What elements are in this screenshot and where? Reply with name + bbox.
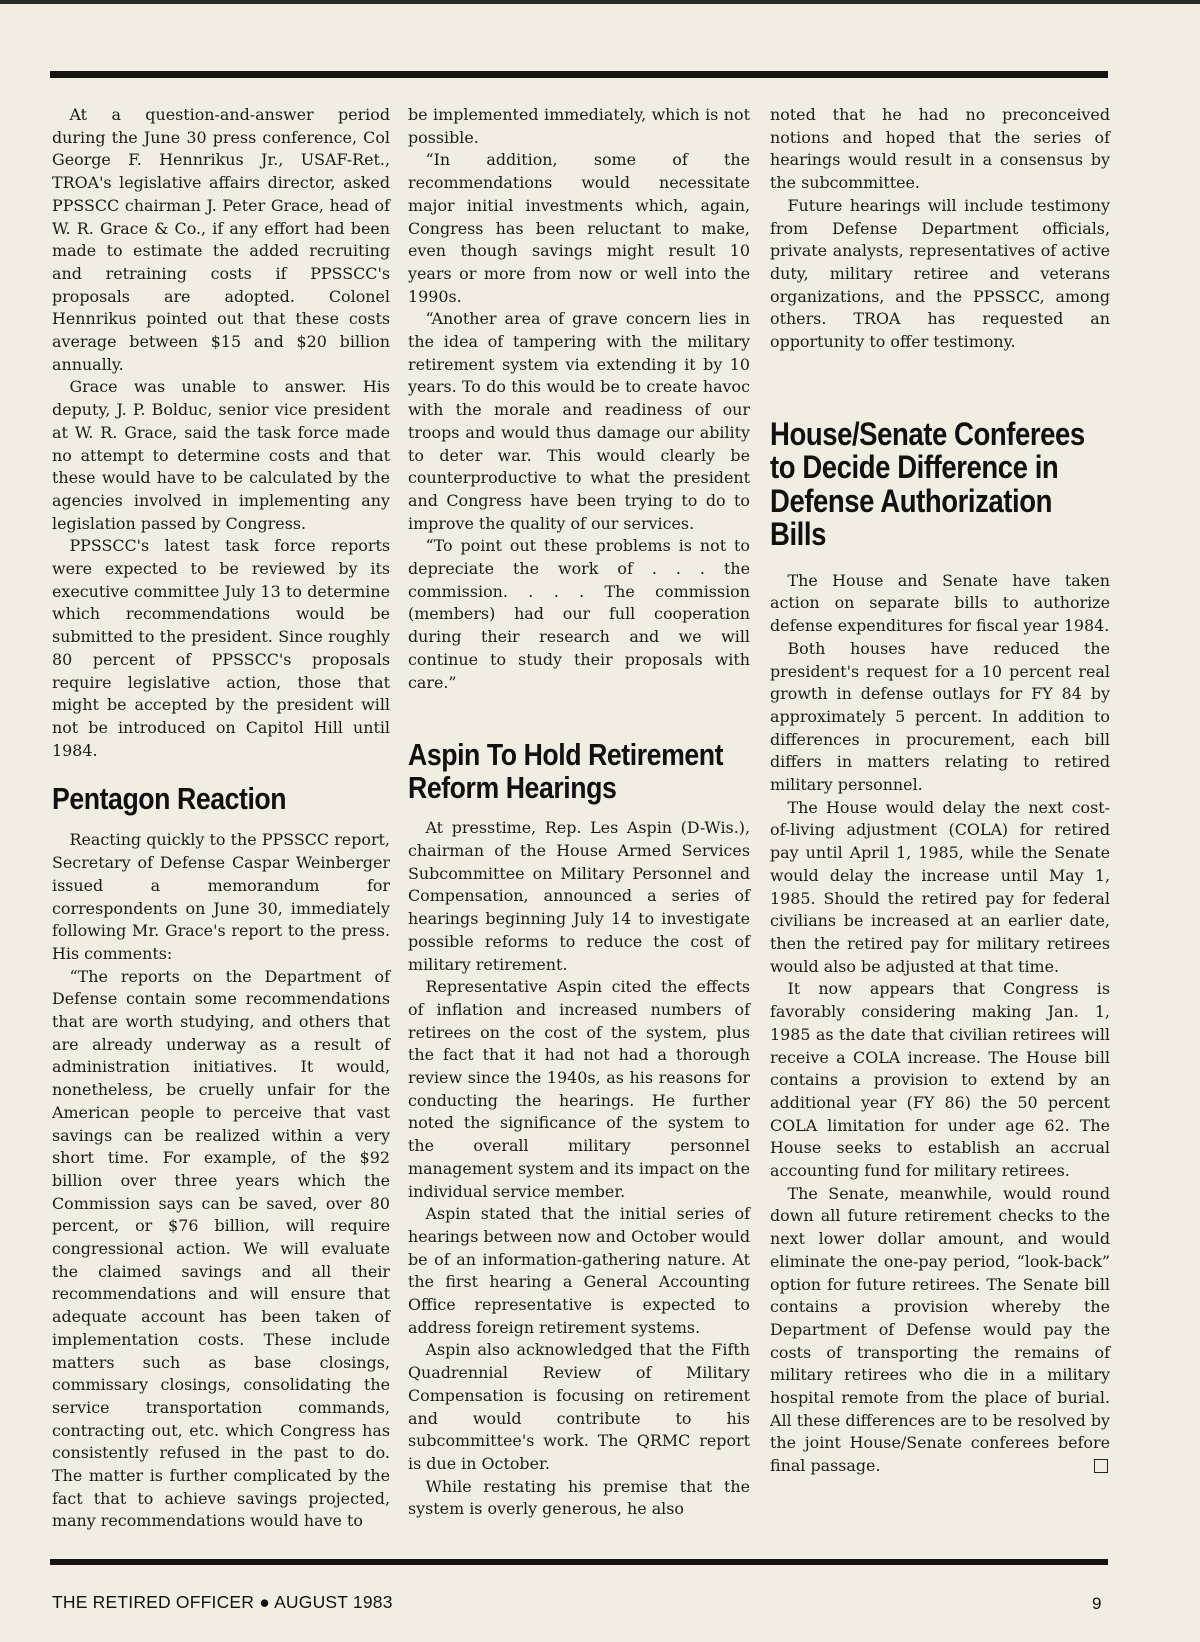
paragraph: Aspin stated that the initial series of hearings between now and October would be of an information-gathering nature. At the first hearing a General Accounting Office representative is expected to address foreign retirement systems. [408,1204,750,1337]
heading-pentagon-reaction: Pentagon Reaction [52,781,287,817]
paragraph-text: The Senate, meanwhile, would round down all future retirement checks to the next lower dollar amount, and would eliminate the one-pay period, “look-back” option for future retirees. The Senate bill contains a provision whereby the Department of Defense would pay the costs of transporting the remains of military retirees who die in a military hospital remote from the place of burial. All these differences are to be resolved by the joint House/Senate conferees before final passage. [770,1183,1110,1476]
paragraph: “In addition, some of the recommendations would necessitate major initial investments which, again, Congress has been reluctant to make, even though savings might result 10 years or more from now or well into the 1990s. [408,150,750,306]
paragraph: At presstime, Rep. Les Aspin (D-Wis.), chairman of the House Armed Services Subcommittee on Military Personnel and Compensation, announced a series of hearings beginning July 14 to investigate possible reforms to reduce the cost of military retirement. [408,818,750,974]
paragraph: be implemented immediately, which is not possible. [408,105,750,147]
column-1 [52,104,390,1533]
paragraph: It now appears that Congress is favorably considering making Jan. 1, 1985 as the date that civilian retirees will receive a COLA increase. The House bill contains a provision to extend by an additional year (FY 86) the 50 percent COLA limitation for under age 62. The House seeks to establish an accrual accounting fund for military retirees. [770,979,1110,1181]
heading-house-senate-conferees: House/Senate Conferees to Decide Difference in Defense Authorization Bills [770,415,1085,553]
paragraph: Grace was unable to answer. His deputy, J. P. Bolduc, senior vice president at W. R. Grace, said the task force made no attempt to determine costs and that these would have to be calculated by the agencies involved in implementing any legislation passed by Congress. [52,377,390,533]
column-3 [770,104,1110,1478]
bottom-rule [50,1559,1108,1565]
end-mark-icon [1094,1459,1108,1473]
paragraph: “The reports on the Department of Defense contain some recommendations that are worth studying, and others that are already underway as a result of administration initiatives. It would, nonetheless, be cruelly unfair for the American people to perceive that vast savings can be realized within a very short time. For example, of the $92 billion over three years which the Commission says can be saved, over 80 percent, or $76 billion, will require congressional action. We will evaluate the claimed savings and all their recommendations and will ensure that adequate account has been taken of implementation costs. These include matters such as base closings, commissary closings, consolidating the service transportation commands, contracting out, etc. which Congress has consistently refused in the past to do. The matter is further complicated by the fact that to achieve savings projected, many recommendations would have to [52,966,390,1531]
paragraph: Representative Aspin cited the effects of inflation and increased numbers of retirees on the cost of the system, plus the fact that it had not had a thorough review since the 1940s, as his reasons for conducting the hearings. He further noted the significance of the system to the overall military personnel management system and its impact on the individual service member. [408,977,750,1201]
paragraph: While restating his premise that the system is overly generous, he also [408,1476,750,1519]
paragraph-final [770,1183,1110,1478]
paragraph: Aspin also acknowledged that the Fifth Quadrennial Review of Military Compensation is focusing on retirement and would contribute to his subcommittee's work. The QRMC report is due in October. [408,1340,750,1473]
paragraph: PPSSCC's latest task force reports were expected to be reviewed by its executive committee July 13 to determine which recommendations would be submitted to the president. Since roughly 80 percent of PPSSCC's proposals require legislative action, those that might be accepted by the president will not be introduced on Capitol Hill until 1984. [52,536,390,760]
page-number: 9 [1092,1594,1102,1613]
page-top-edge [0,0,1200,4]
paragraph: “To point out these problems is not to depreciate the work of . . . the commission. . . . The commission (members) had our full cooperation during their research and we will continue to study their proposals with care.” [408,536,750,692]
paragraph: At a question-and-answer period during the June 30 press conference, Col George F. Hennrikus Jr., USAF-Ret., TROA's legislative affairs director, asked PPSSCC chairman J. Peter Grace, head of W. R. Grace & Co., if any effort had been made to estimate the added recruiting and retraining costs if PPSSCC's proposals are adopted. Colonel Hennrikus pointed out that these costs average between $15 and $20 billion annually. [52,105,390,374]
column-2 [408,104,750,1521]
paragraph: Future hearings will include testimony from Defense Department officials, private analysts, representatives of active duty, military retiree and veterans organizations, and the PPSSCC, among others. TROA has requested an opportunity to offer testimony. [770,195,1110,352]
top-rule [50,71,1108,78]
paragraph: Both houses have reduced the president's request for a 10 percent real growth in defense outlays for FY 84 by approximately 5 percent. In addition to differences in procurement, each bill differs in matters relating to retired military personnel. [770,638,1110,795]
paragraph: The House and Senate have taken action on separate bills to authorize defense expenditures for fiscal year 1984. [770,570,1110,636]
heading-aspin-hearings: Aspin To Hold Retirement Reform Hearings [408,737,724,806]
footer-publication-line: THE RETIRED OFFICER ● AUGUST 1983 [52,1592,393,1612]
paragraph: “Another area of grave concern lies in the idea of tampering with the military retirement system via extending it by 10 years. To do this would be to create havoc with the morale and readiness of our troops and would thus damage our ability to deter war. This would clearly be counterproductive to what the president and Congress have been trying to do to improve the quality of our services. [408,309,750,533]
paragraph: noted that he had no preconceived notions and hoped that the series of hearings would result in a consensus by the subcommittee. [770,105,1110,193]
paragraph: Reacting quickly to the PPSSCC report, Secretary of Defense Caspar Weinberger issued a memorandum for correspondents on June 30, immediately following Mr. Grace's report to the press. His comments: [52,830,390,963]
paragraph: The House would delay the next cost-of-living adjustment (COLA) for retired pay until April 1, 1985, while the Senate would delay the increase until May 1, 1985. Should the retired pay for federal civilians be increased at an earlier date, then the retired pay for military retirees would also be adjusted at that time. [770,797,1110,976]
